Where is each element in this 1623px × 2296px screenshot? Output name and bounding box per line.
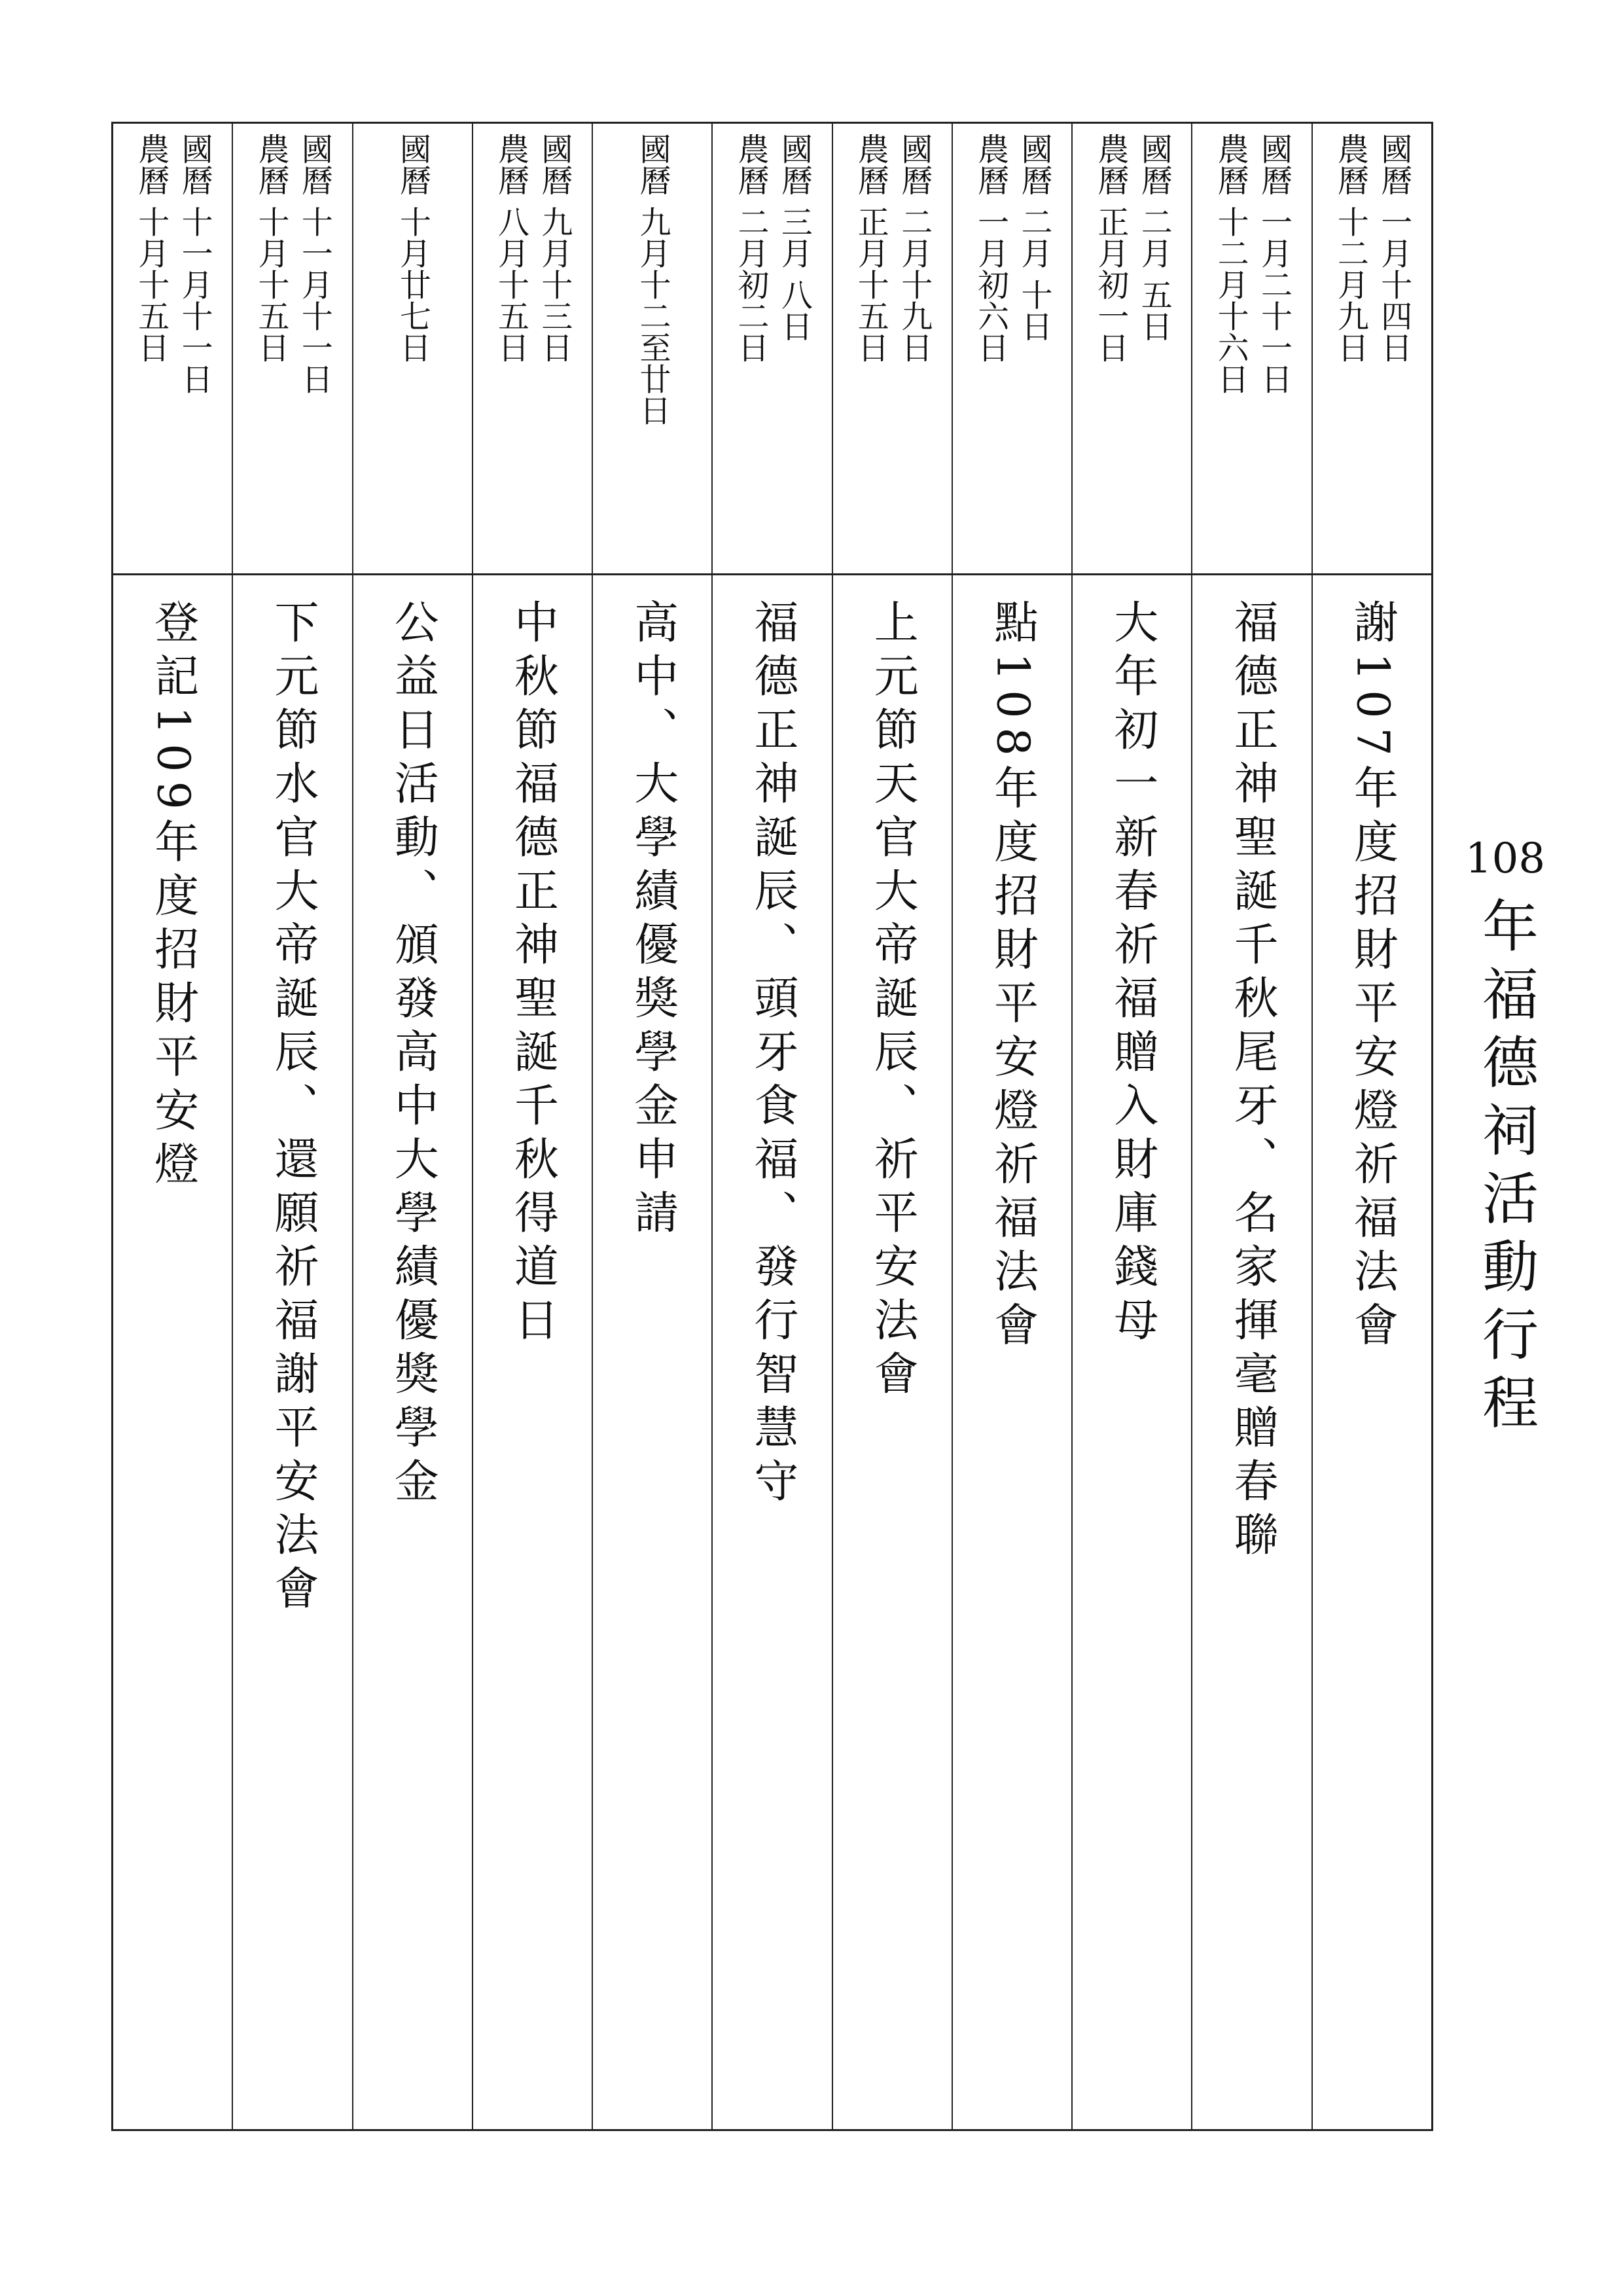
page-title-year: 108 xyxy=(1465,834,1546,883)
event-description: 福德正神聖誕千秋尾牙、名家揮毫贈春聯 xyxy=(1226,599,1279,1565)
national-date: 國曆 三月 八日 xyxy=(776,133,813,342)
event-cell xyxy=(1313,575,1431,2129)
lunar-date: 農曆 十月十五日 xyxy=(252,133,289,363)
date-cell xyxy=(953,124,1071,575)
national-date: 國曆 二月 十日 xyxy=(1015,133,1052,342)
event-cell xyxy=(353,575,472,2129)
schedule-column xyxy=(1191,124,1311,2129)
event-cell xyxy=(593,575,711,2129)
event-cell xyxy=(713,575,831,2129)
date-cell xyxy=(833,124,952,575)
event-description: 高中、大學績優獎學金申請 xyxy=(626,599,679,1243)
national-date: 國曆 九月十三日 xyxy=(535,133,573,363)
date-cell xyxy=(713,124,831,575)
event-cell xyxy=(113,575,232,2129)
event-description: 登記109年度招財平安燈 xyxy=(147,599,199,1194)
schedule-column xyxy=(832,124,952,2129)
lunar-date: 農曆 十二月十六日 xyxy=(1212,133,1249,395)
event-description: 謝107年度招財平安燈祈福法會 xyxy=(1346,599,1399,1355)
lunar-date: 農曆 二月初二日 xyxy=(732,133,770,363)
event-cell xyxy=(1073,575,1191,2129)
schedule-column xyxy=(1311,124,1431,2129)
event-cell xyxy=(1192,575,1311,2129)
event-description: 上元節天官大帝誕辰、祈平安法會 xyxy=(866,599,919,1404)
event-description: 大年初一新春祈福贈入財庫錢母 xyxy=(1106,599,1158,1350)
lunar-date: 農曆 一月初六日 xyxy=(972,133,1009,363)
date-cell xyxy=(353,124,472,575)
event-description: 中秋節福德正神聖誕千秋得道日 xyxy=(507,599,559,1350)
event-cell xyxy=(473,575,592,2129)
schedule-column xyxy=(592,124,711,2129)
event-description: 福德正神誕辰、頭牙食福、發行智慧守 xyxy=(747,599,799,1511)
event-description: 下元節水官大帝誕辰、還願祈福謝平安法會 xyxy=(266,599,319,1619)
lunar-date: 農曆 正月初一日 xyxy=(1092,133,1129,363)
national-date: 國曆 二月 五日 xyxy=(1135,133,1173,342)
schedule-column xyxy=(1071,124,1191,2129)
date-cell xyxy=(1073,124,1191,575)
national-date: 國曆 一月二十一日 xyxy=(1255,133,1293,395)
schedule-column xyxy=(352,124,472,2129)
date-cell xyxy=(1192,124,1311,575)
date-cell xyxy=(113,124,232,575)
national-date: 國曆 一月十四日 xyxy=(1375,133,1412,363)
date-cell xyxy=(473,124,592,575)
event-cell xyxy=(833,575,952,2129)
schedule-table xyxy=(111,122,1433,2131)
lunar-date: 農曆 十二月九日 xyxy=(1332,133,1369,363)
schedule-column xyxy=(232,124,351,2129)
event-description: 點108年度招財平安燈祈福法會 xyxy=(986,599,1039,1355)
date-cell xyxy=(593,124,711,575)
date-cell xyxy=(1313,124,1431,575)
national-date: 國曆 二月十九日 xyxy=(895,133,933,363)
event-description: 公益日活動、頒發高中大學績優獎學金 xyxy=(387,599,439,1511)
lunar-date: 農曆 十月十五日 xyxy=(132,133,169,363)
date-cell xyxy=(233,124,351,575)
national-date: 國曆 十一月十一日 xyxy=(176,133,213,395)
event-cell xyxy=(953,575,1071,2129)
national-date: 國曆 十一月十一日 xyxy=(296,133,333,395)
page-title-text: 年福德祠活動行程 xyxy=(1472,897,1538,1441)
schedule-column xyxy=(711,124,831,2129)
page-title xyxy=(1459,834,1551,1441)
national-date: 國曆 十月廿七日 xyxy=(394,133,431,363)
schedule-column xyxy=(472,124,592,2129)
schedule-column xyxy=(952,124,1071,2129)
national-date: 國曆 九月十二至廿日 xyxy=(633,133,671,426)
lunar-date: 農曆 八月十五日 xyxy=(492,133,529,363)
event-cell xyxy=(233,575,351,2129)
schedule-column xyxy=(113,124,232,2129)
lunar-date: 農曆 正月十五日 xyxy=(852,133,889,363)
